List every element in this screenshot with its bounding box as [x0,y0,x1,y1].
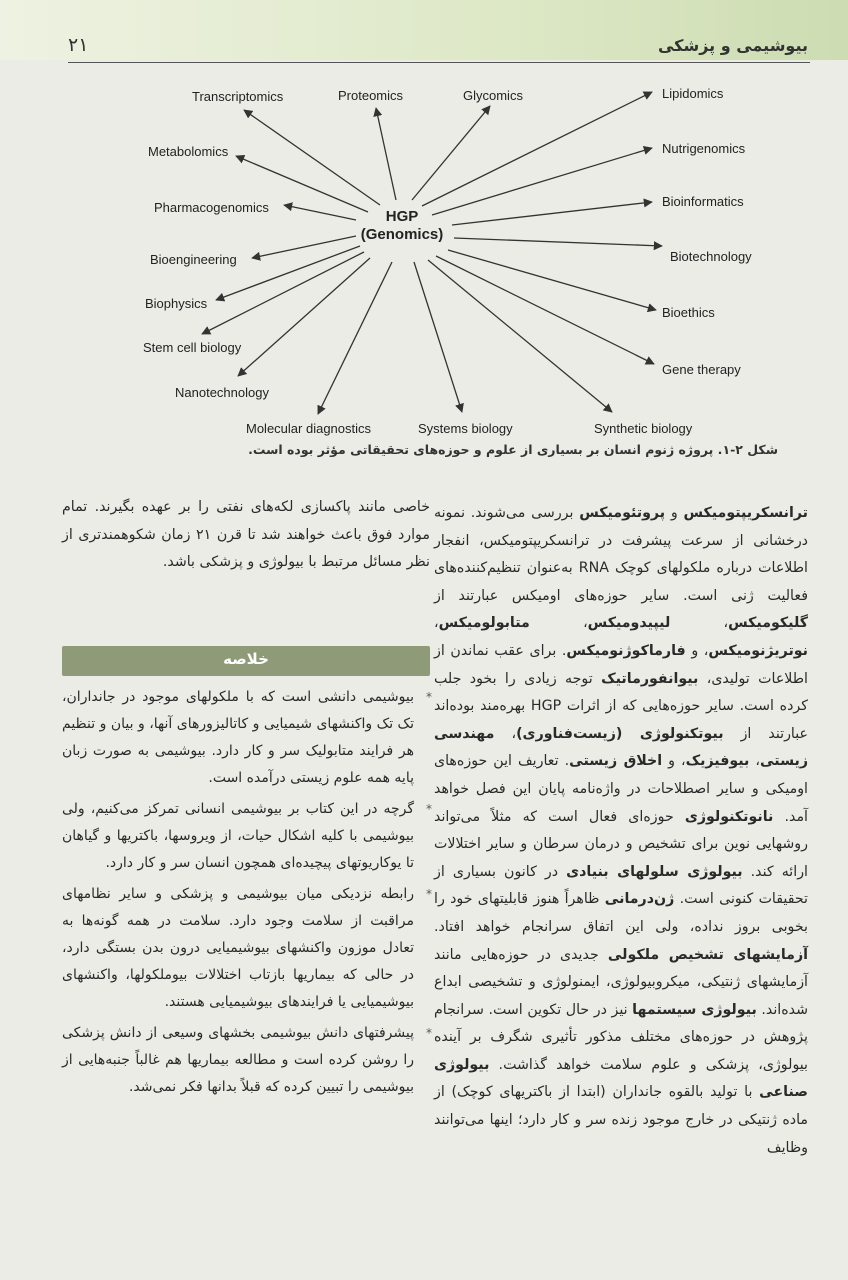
bullet-text: پیشرفتهای دانش بیوشیمی بخشهای وسیعی از دانش پزشکی را روشن کرده است و مطالعه بیماریها هم غالباً جنبه‌هایی از بیوشیمی را تبیین کرده که قبلاً بدانها فکر نمی‌شد. [62,1025,414,1095]
label-metabolomics: Metabolomics [148,144,229,159]
hub-title: HGP [385,208,419,225]
text-run: ظاهراً هنوز قابلیتهای خود را بخوبی بروز نداده، ولی این اتفاق سرانجام خواهد افتاد. [434,891,808,935]
term-transcriptomics: ترانسکریپتومیکس [683,505,808,521]
label-transcriptomics: Transcriptomics [192,89,284,104]
term-proteomics: پروتئومیکس [579,505,666,521]
label-pharmacogenomics: Pharmacogenomics [154,200,269,215]
left-column-intro [62,494,430,577]
summary-bullet [62,684,430,792]
text-run: و [665,505,684,521]
text-run: با تولید بالقوه جانداران (ابتدا از باکتریهای کوچک) از ماده ژنتیکی در خارج موجود زنده سر و کار دارد؛ اینها می‌توانند وظایف [434,1084,808,1156]
text-run: ، [529,615,588,632]
term-gene-therapy: ژن‌درمانی [604,891,675,908]
arrow-synthetic-biology [428,260,612,412]
bullet-text: رابطه نزدیکی میان بیوشیمی و پزشکی و سایر نظامهای مراقبت از سلامت وجود دارد. سلامت در همه گونه‌ها به تعادل موزون واکنشهای بیوشیمیایی درون بدن بستگی دارد، در حالی که بیماریها بازتاب اختلالات بیوملکولها، واکنشهای بیوشیمیایی یا فرایندهای بیوشیمیایی هستند. [62,886,414,1010]
summary-bullets [62,684,430,1105]
term-nanotechnology: نانوتکنولوژی [684,808,774,825]
label-nutrigenomics: Nutrigenomics [662,141,746,156]
label-bioengineering: Bioengineering [150,252,237,267]
summary-bullet [62,796,430,877]
arrow-molecular-diagnostics [318,262,392,414]
hgp-hub [352,208,452,244]
hub-subtitle: (Genomics) [360,226,444,243]
arrow-bioinformatics [452,202,652,225]
label-nanotechnology: Nanotechnology [175,385,269,400]
term-pharmacogenomics: فارماکوژنومیکس [566,642,686,659]
text-run: نیز در حال تکوین است. سرانجام پژوهش در حوزه‌های مختلف مذکور تأثیری شگرف بر آینده بیولوژی، پزشکی و علوم سلامت خواهد گذاشت. [434,1001,808,1073]
bullet-text: گرچه در این کتاب بر بیوشیمی انسانی تمرکز می‌کنیم، ولی بیوشیمی با کلیه اشکال حیات، از ویروسها، باکتریها و گیاهان تا یوکاریوتهای پیچیده‌ای همچون انسان سر و کار دارد. [62,801,414,871]
arrow-pharmacogenomics [284,205,356,220]
text-run: بررسی می‌شوند. نمونه درخشانی از سرعت پیشرفت در ترانسکریپتومیکس، انفجار اطلاعات درباره ملکولهای کوچک RNA به‌عنوان تنظیم‌کننده‌های فعالیت ژنی است. سایر حوزه‌های اومیکس عبارتند از [434,505,808,604]
figure-caption: شکل ۲-۱. پروژه ژنوم انسان بر بسیاری از علوم و حوزه‌های تحقیقاتی مؤثر بوده است. [248,442,778,457]
text-run: جدیدی در حوزه‌هایی مانند آزمایشهای ژنتیکی، میکروبیولوژی، ایمنولوژی و تشخیصی ابداع شده‌اند. [434,946,808,1018]
intro-paragraph: خاصی مانند پاکسازی لکه‌های نفتی را بر عهده بگیرند. تمام موارد فوق باعث خواهند شد تا قرن ۲۱ زمان شکوهمندتری از نظر مسائل مرتبط با بیولوژی و پزشکی باشد. [62,499,430,571]
text-run: توجه زیادی را بخود جلب کرده است. سایر حوزه‌هایی که از اثرات HGP بهره‌مند بوده‌اند عبارتند از [434,670,809,742]
arrow-bioengineering [252,236,356,258]
text-run: . تعاریف این حوزه‌های اومیکی و سایر اصطلاحات در واژه‌نامه پایان این فصل خواهد آمد. [434,753,808,825]
label-gene-therapy: Gene therapy [662,362,741,377]
arrow-nutrigenomics [432,148,652,215]
text-run: ، [494,725,517,742]
arrow-proteomics [376,108,396,200]
summary-bullet [62,881,430,1016]
page-number: ۲۱ [68,34,89,56]
arrow-transcriptomics [244,110,380,205]
text-run: ، [434,615,439,632]
text-run: حوزه‌ای فعال است که مثلاً می‌تواند روشهایی نوین برای تشخیص و درمان سرطان و سایر اختلالات ارائه کند. [434,808,808,880]
term-nutrigenomics: نوتریژنومیکس [708,642,808,659]
term-bioethics: اخلاق زیستی [569,753,663,770]
arrow-glycomics [412,106,490,200]
summary-heading-box [62,646,430,676]
term-systems-biology: بیولوژی سیستمها [632,1001,757,1018]
label-synthetic-biology: Synthetic biology [594,421,693,436]
label-stem-cell-biology: Stem cell biology [143,340,242,355]
arrow-bioethics [448,250,656,310]
bullet-text: بیوشیمی دانشی است که با ملکولهای موجود در جانداران، تک تک واکنشهای شیمیایی و کاتالیزورهای آنها، و بیان و تنظیم هر فرایند متابولیک سر و کار دارد. بیوشیمی به صورت زبان پایه همه علوم زیستی درآمده است. [62,689,414,786]
arrow-biotechnology [454,238,662,246]
label-molecular-diagnostics: Molecular diagnostics [246,421,372,436]
text-run: ، و [662,753,686,770]
term-bioengineering: مهندسی زیستی [434,725,809,770]
label-proteomics: Proteomics [338,88,404,103]
term-glycomics: گلیکومیکس [728,615,808,632]
label-lipidomics: Lipidomics [662,86,724,101]
arrow-systems-biology [414,262,462,412]
text-run: ، و [685,642,709,659]
arrow-nanotechnology [238,258,370,376]
arrow-biophysics [216,246,360,300]
summary-title: خلاصه [223,650,269,668]
term-molecular-diagnostics: آزمایشهای تشخیص ملکولی [607,946,808,963]
text-run: در کانون بسیاری از تحقیقات کنونی است. [434,863,808,908]
right-column [434,500,808,1162]
text-run: ، [670,615,729,632]
label-biotechnology: Biotechnology [670,249,752,264]
bullet-star-icon: * [426,887,432,901]
label-bioinformatics: Bioinformatics [662,194,744,209]
text-run: ، [749,753,760,770]
hgp-figure [0,70,848,450]
arrow-lipidomics [422,92,652,206]
term-synthetic-biology: بیولوژی صناعی [434,1056,808,1101]
term-biophysics: بیوفیزیک [685,753,750,770]
header-rule [68,62,810,63]
running-head: بیوشیمی و پزشکی [657,36,808,55]
bullet-star-icon: * [426,1026,432,1040]
term-metabolomics: متابولومیکس [438,615,530,632]
label-bioethics: Bioethics [662,305,715,320]
text-run: . برای عقب نماندن از اطلاعات تولیدی، [434,642,808,687]
label-systems-biology: Systems biology [418,421,513,436]
term-biotechnology: بیوتکنولوژی (زیست‌فناوری) [516,725,724,742]
label-glycomics: Glycomics [463,88,523,103]
label-biophysics: Biophysics [145,296,208,311]
term-bioinformatics: بیوانفورماتیک [601,670,699,687]
bullet-star-icon: * [426,802,432,816]
summary-bullet [62,1020,430,1101]
right-column-paragraph [434,500,808,1162]
bullet-star-icon: * [426,690,432,704]
term-lipidomics: لیپیدومیکس [587,615,671,632]
arrow-gene-therapy [436,256,654,364]
term-stem-cell-biology: بیولوژی سلولهای بنیادی [566,863,743,880]
